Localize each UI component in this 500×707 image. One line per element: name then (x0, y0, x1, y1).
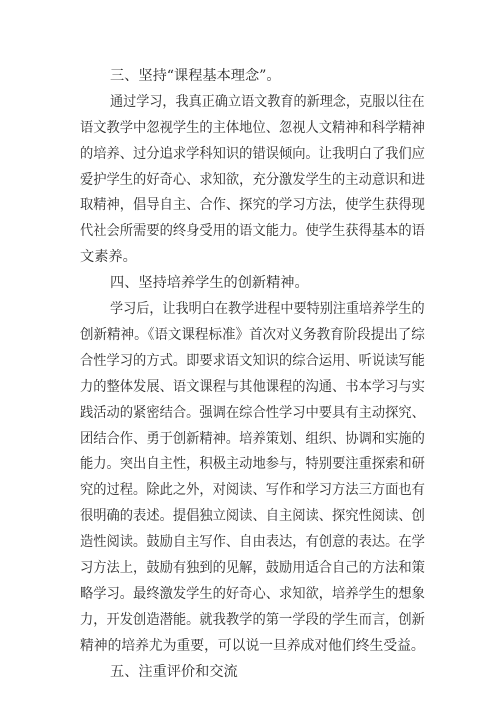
paragraph-line: 的培养、过分追求学科知识的错误倾向。让我明白了我们应 (80, 146, 425, 162)
section-heading-4: 四、坚持培养学生的创新精神。 (110, 275, 309, 291)
paragraph-line: 很明确的表述。提倡独立阅读、自主阅读、探究性阅读、创 (80, 508, 425, 524)
paragraph-line: 团结合作、勇于创新精神。培养策划、组织、协调和实施的 (80, 431, 425, 447)
paragraph-line: 造性阅读。鼓励自主写作、自由表达，有创意的表达。在学 (80, 534, 425, 550)
section-heading-3: 三、坚持“课程基本理念”。 (110, 68, 281, 84)
paragraph-line: 力，开发创造潜能。就我教学的第一学段的学生而言，创新 (80, 612, 425, 628)
paragraph-line: 精神的培养尤为重要，可以说一旦养成对他们终生受益。 (80, 638, 425, 654)
paragraph-line: 取精神，倡导自主、合作、探究的学习方法，使学生获得现 (80, 197, 425, 213)
section-heading-5: 五、注重评价和交流 (110, 664, 238, 680)
paragraph-line: 习方法上，鼓励有独到的见解，鼓励用适合自己的方法和策 (80, 560, 425, 576)
paragraph-line: 力的整体发展、语文课程与其他课程的沟通、书本学习与实 (80, 379, 425, 395)
paragraph-line: 践活动的紧密结合。强调在综合性学习中要具有主动探究、 (80, 405, 425, 421)
paragraph-line: 合性学习的方式。即要求语文知识的综合运用、听说读写能 (80, 353, 425, 369)
paragraph-line: 代社会所需要的终身受用的语文能力。使学生获得基本的语 (80, 223, 425, 239)
paragraph-line: 究的过程。除此之外，对阅读、写作和学习方法三方面也有 (80, 482, 425, 498)
paragraph-line: 能力。突出自主性，积极主动地参与，特别要注重探索和研 (80, 456, 425, 472)
paragraph-line: 学习后，让我明白在教学进程中要特别注重培养学生的 (110, 301, 425, 317)
paragraph-line: 语文教学中忽视学生的主体地位、忽视人文精神和科学精神 (80, 120, 425, 136)
paragraph-line: 创新精神。《语文课程标准》首次对义务教育阶段提出了综 (80, 327, 425, 343)
paragraph-line: 爱护学生的好奇心、求知欲，充分激发学生的主动意识和进 (80, 172, 425, 188)
paragraph-line: 文素养。 (80, 249, 137, 265)
paragraph-line: 略学习。最终激发学生的好奇心、求知欲，培养学生的想象 (80, 586, 425, 602)
paragraph-line: 通过学习，我真正确立语文教育的新理念，克服以往在 (110, 94, 425, 110)
